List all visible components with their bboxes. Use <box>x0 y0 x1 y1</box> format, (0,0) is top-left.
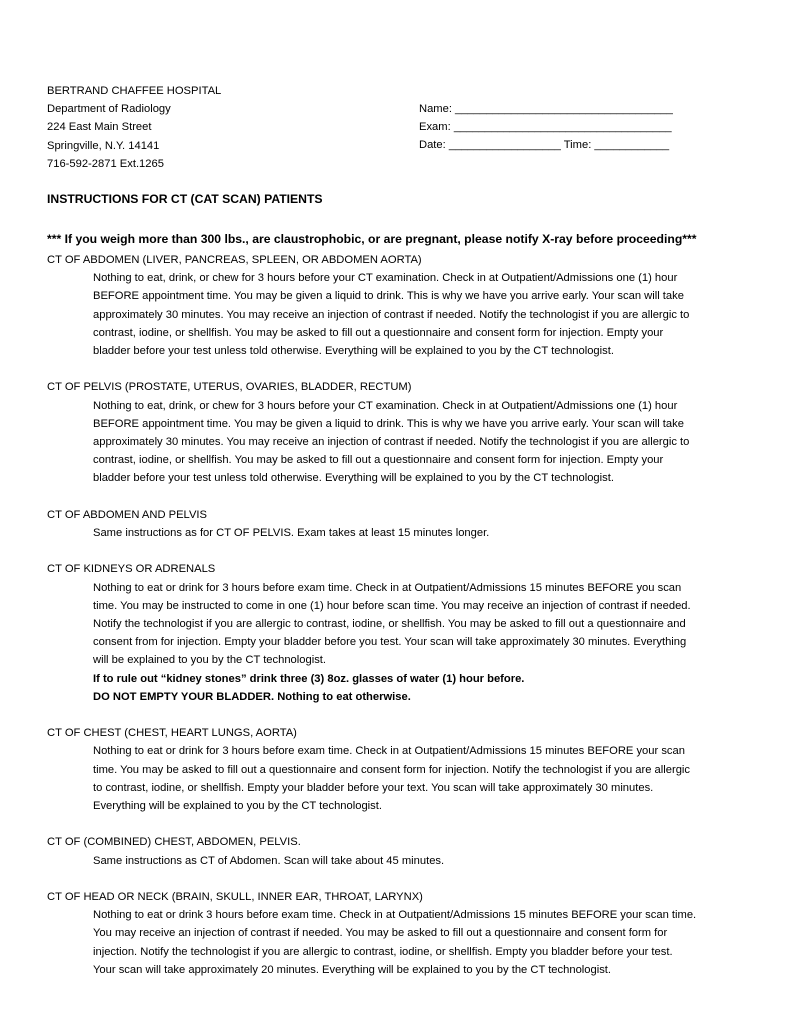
body-line: Nothing to eat, drink, or chew for 3 hours before your CT examination. Check in at Outpatient/Admissions one (1) hour <box>93 399 678 412</box>
body-line: contrast, iodine, or shellfish. You may be asked to fill out a questionnaire and consent form for injection. Empty your <box>93 326 664 339</box>
section-heading: CT OF HEAD OR NECK (BRAIN, SKULL, INNER EAR, THROAT, LARYNX) <box>47 891 423 904</box>
body-line: BEFORE appointment time. You may be given a liquid to drink. This is why we have you arrive early. Your scan will take <box>93 290 684 303</box>
warning-notice: *** If you weigh more than 300 lbs., are claustrophobic, or are pregnant, please notify X-ray before proceeding*** <box>47 232 697 246</box>
section-body <box>93 742 752 815</box>
street-address: 224 East Main Street <box>47 121 152 134</box>
body-line: time. You may be instructed to come in one (1) hour before scan time. You may receive an injection of contrast if needed. <box>93 599 691 612</box>
body-line: approximately 30 minutes. You may receive an injection of contrast if needed. Notify the technologist if you are allergic to <box>93 436 690 449</box>
body-line: bladder before your test unless told otherwise. Everything will be explained to you by the CT technologist. <box>93 345 614 358</box>
bold-note-line: DO NOT EMPTY YOUR BLADDER. Nothing to eat otherwise. <box>93 690 411 703</box>
hospital-name: BERTRAND CHAFFEE HOSPITAL <box>47 85 222 97</box>
body-line: BEFORE appointment time. You may be given a liquid to drink. This is why we have you arrive early. Your scan will take <box>93 417 684 430</box>
section-body <box>93 397 752 488</box>
phone-number: 716-592-2871 Ext.1265 <box>47 157 164 170</box>
body-line: will be explained to you by the CT technologist. <box>93 654 327 667</box>
body-line: Nothing to eat or drink 3 hours before exam time. Check in at Outpatient/Admissions 15 minutes BEFORE your scan time. <box>93 909 697 922</box>
body-line: You may receive an injection of contrast if needed. You may be asked to fill out a questionnaire and consent form for <box>93 927 668 940</box>
name-field: Name: ___________________________________ <box>419 103 673 115</box>
instruction-section <box>47 251 752 360</box>
body-line: Nothing to eat or drink for 3 hours before exam time. Check in at Outpatient/Admissions 15 minutes BEFORE you scan <box>93 581 682 594</box>
instruction-section <box>47 724 752 815</box>
body-line: time. You may be asked to fill out a questionnaire and consent form for injection. Notify the technologist if you are allergic <box>93 763 691 776</box>
body-line: to contrast, iodine, or shellfish. Empty your bladder before your text. You scan will take approximately 30 minutes. <box>93 781 654 794</box>
section-heading: CT OF ABDOMEN (LIVER, PANCREAS, SPLEEN, OR ABDOMEN AORTA) <box>47 254 422 266</box>
body-line: approximately 30 minutes. You may receive an injection of contrast if needed. Notify the technologist if you are allergic to <box>93 308 690 321</box>
body-line: Same instructions as CT of Abdomen. Scan will take about 45 minutes. <box>93 854 445 867</box>
bold-note-line: If to rule out “kidney stones” drink three (3) 8oz. glasses of water (1) hour before. <box>93 672 525 685</box>
section-body <box>93 524 752 542</box>
instruction-section <box>47 378 752 487</box>
section-heading: CT OF PELVIS (PROSTATE, UTERUS, OVARIES, BLADDER, RECTUM) <box>47 381 412 394</box>
document-title: INSTRUCTIONS FOR CT (CAT SCAN) PATIENTS <box>47 192 323 206</box>
body-line: consent from for injection. Empty your bladder before you test. Your scan will take approximately 30 minutes. Everything <box>93 636 687 649</box>
body-line: bladder before your test unless told otherwise. Everything will be explained to you by the CT technologist. <box>93 472 614 485</box>
section-heading: CT OF ABDOMEN AND PELVIS <box>47 508 207 521</box>
department-name: Department of Radiology <box>47 103 171 116</box>
patient-form-block <box>419 100 673 155</box>
body-line: Nothing to eat or drink for 3 hours before exam time. Check in at Outpatient/Admissions 15 minutes BEFORE your scan <box>93 745 685 758</box>
instruction-section <box>47 833 752 869</box>
instruction-sections <box>47 251 752 997</box>
section-bold-note <box>93 670 752 706</box>
instruction-section <box>47 506 752 542</box>
city-state-zip: Springville, N.Y. 14141 <box>47 139 160 152</box>
section-heading: CT OF (COMBINED) CHEST, ABDOMEN, PELVIS. <box>47 836 301 849</box>
instruction-section <box>47 560 752 706</box>
body-line: injection. Notify the technologist if you are allergic to contrast, iodine, or shellfish. Empty you bladder before your test. <box>93 945 673 958</box>
body-line: contrast, iodine, or shellfish. You may be asked to fill out a questionnaire and consent form for injection. Empty your <box>93 454 664 467</box>
section-body <box>93 269 752 360</box>
body-line: Everything will be explained to you by the CT technologist. <box>93 800 382 813</box>
body-line: Your scan will take approximately 20 minutes. Everything will be explained to you by the CT technologist. <box>93 963 612 976</box>
body-line: Same instructions as for CT OF PELVIS. Exam takes at least 15 minutes longer. <box>93 527 490 540</box>
hospital-address-block <box>47 82 221 173</box>
section-body <box>93 906 752 979</box>
body-line: Notify the technologist if you are allergic to contrast, iodine, or shellfish. You may be asked to fill out a questionnaire and <box>93 618 686 631</box>
body-line: Nothing to eat, drink, or chew for 3 hours before your CT examination. Check in at Outpatient/Admissions one (1) hour <box>93 272 678 285</box>
date-time-field: Date: __________________ Time: ____________ <box>419 139 670 152</box>
section-body <box>93 579 752 670</box>
section-heading: CT OF KIDNEYS OR ADRENALS <box>47 563 216 576</box>
exam-field: Exam: ___________________________________ <box>419 121 672 134</box>
section-heading: CT OF CHEST (CHEST, HEART LUNGS, AORTA) <box>47 727 297 740</box>
instruction-section <box>47 888 752 979</box>
section-body <box>93 852 752 870</box>
